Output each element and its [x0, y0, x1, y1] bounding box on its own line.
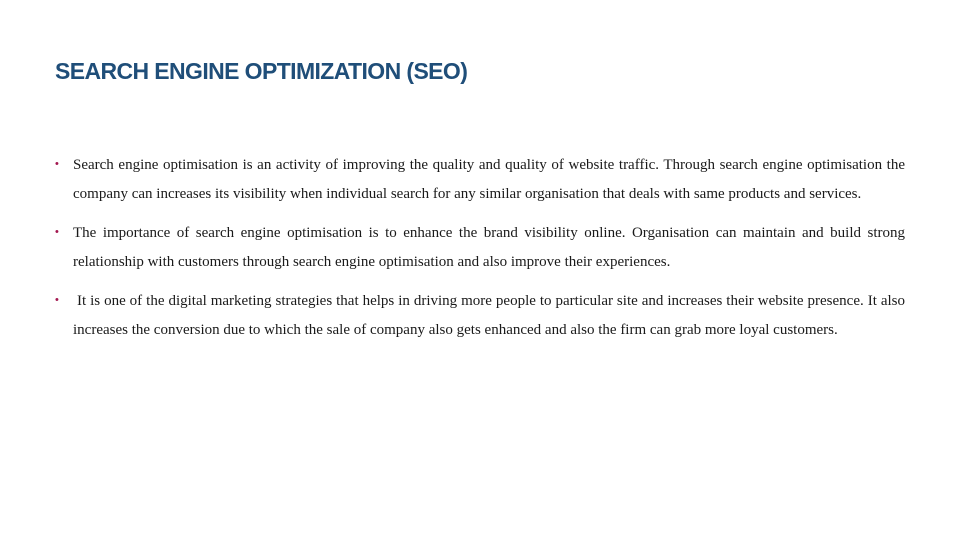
bullet-text: Search engine optimisation is an activity of improving the quality and quality of website traffic. Through search engine optimisation the company can increases its visibility when individual search for any similar organisation that deals with same products and services. — [73, 157, 905, 202]
bullet-dot-icon: • — [55, 226, 59, 238]
bullet-list — [52, 151, 905, 355]
bullet-item — [52, 219, 905, 277]
slide-title: SEARCH ENGINE OPTIMIZATION (SEO) — [55, 58, 468, 84]
bullet-dot-icon: • — [55, 294, 59, 306]
bullet-item — [52, 287, 905, 345]
bullet-dot-icon: • — [55, 158, 59, 170]
bullet-text: It is one of the digital marketing strategies that helps in driving more people to particular site and increases their website presence. It also increases the conversion due to which the sale of company also gets enhanced and also the firm can grab more loyal customers. — [73, 293, 905, 338]
bullet-text: The importance of search engine optimisation is to enhance the brand visibility online. Organisation can maintain and build strong relationship with customers through search engine optimisation and also improve their experiences. — [73, 225, 905, 270]
bullet-item — [52, 151, 905, 209]
